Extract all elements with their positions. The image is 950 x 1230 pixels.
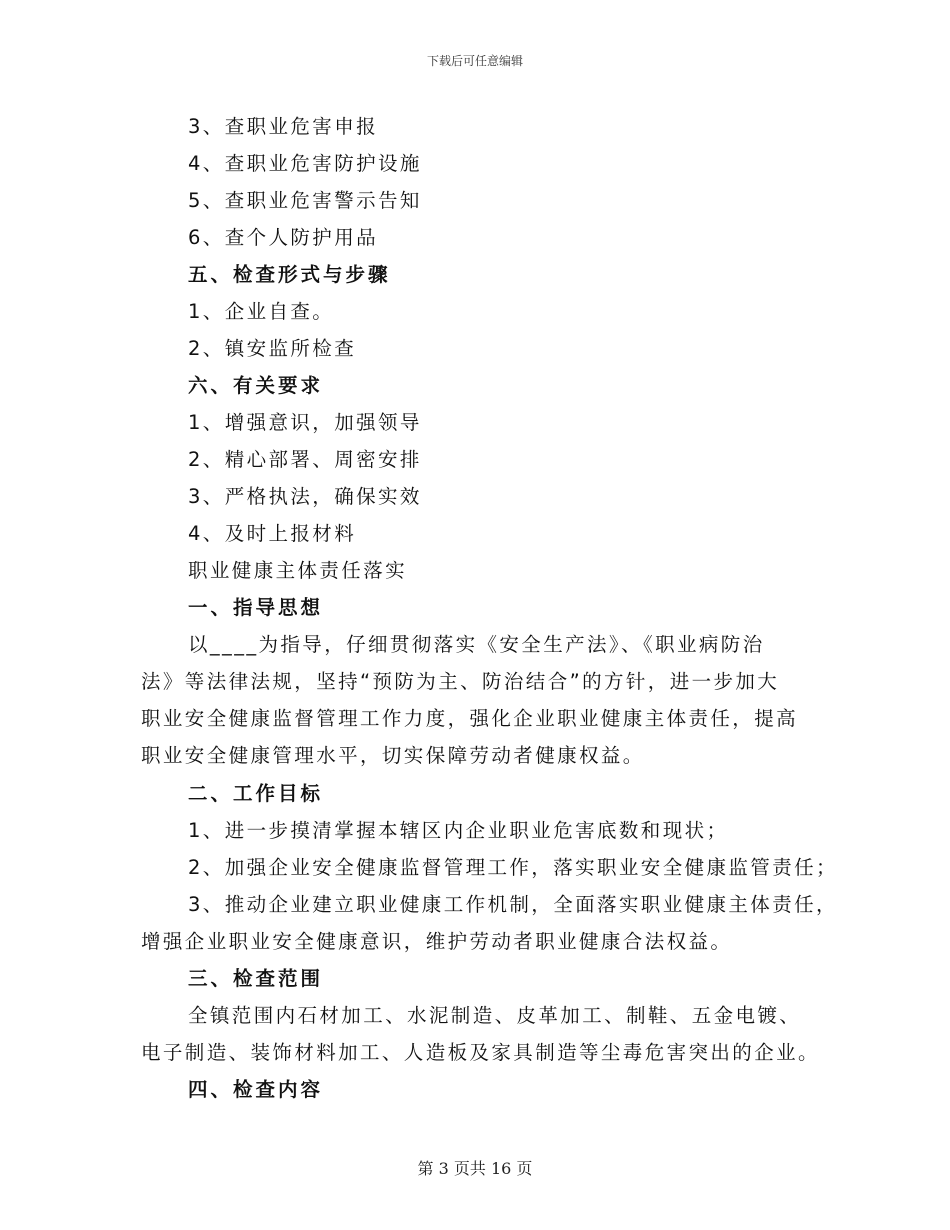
list-item: 2、精心部署、周密安排: [188, 448, 422, 471]
paragraph-line: 职业安全健康管理水平，切实保障劳动者健康权益。: [141, 744, 645, 767]
page-header: 下载后可任意编辑: [426, 54, 523, 68]
list-item: 1、增强意识，加强领导: [188, 411, 422, 434]
list-item: 1、企业自查。: [188, 300, 335, 323]
list-item: 2、加强企业安全健康监督管理工作，落实职业安全健康监管责任；: [188, 856, 838, 879]
section-heading: 四、检查内容: [188, 1078, 324, 1101]
page-number: 第 3 页共 16 页: [417, 1159, 533, 1178]
section-heading: 五、检查形式与步骤: [188, 263, 391, 286]
list-item: 3、严格执法，确保实效: [188, 485, 422, 508]
section-heading: 一、指导思想: [188, 596, 324, 619]
paragraph-line: 增强企业职业安全健康意识，维护劳动者职业健康合法权益。: [141, 930, 733, 953]
list-item: 5、查职业危害警示告知: [188, 189, 422, 212]
document-title: 职业健康主体责任落实: [188, 559, 408, 582]
list-item: 4、及时上报材料: [188, 522, 357, 545]
list-item: 4、查职业危害防护设施: [188, 152, 422, 175]
section-heading: 三、检查范围: [188, 967, 324, 990]
list-item: 2、镇安监所检查: [188, 337, 357, 360]
paragraph-line: 电子制造、装饰材料加工、人造板及家具制造等尘毒危害突出的企业。: [141, 1041, 820, 1064]
list-item: 3、查职业危害申报: [188, 115, 379, 138]
paragraph-line: 以____为指导，仔细贯彻落实《安全生产法》、《职业病防治: [188, 633, 765, 656]
section-heading: 二、工作目标: [188, 782, 324, 805]
paragraph-line: 法》等法律法规，坚持“预防为主、防治结合”的方针，进一步加大: [141, 670, 780, 693]
list-item: 3、推动企业建立职业健康工作机制，全面落实职业健康主体责任，: [188, 893, 838, 916]
paragraph-line: 职业安全健康监督管理工作力度，强化企业职业健康主体责任，提高: [141, 707, 799, 730]
list-item: 1、进一步摸清掌握本辖区内企业职业危害底数和现状；: [188, 819, 729, 842]
section-heading: 六、有关要求: [188, 374, 324, 397]
list-item: 6、查个人防护用品: [188, 226, 379, 249]
paragraph-line: 全镇范围内石材加工、水泥制造、皮革加工、制鞋、五金电镀、: [188, 1004, 802, 1027]
